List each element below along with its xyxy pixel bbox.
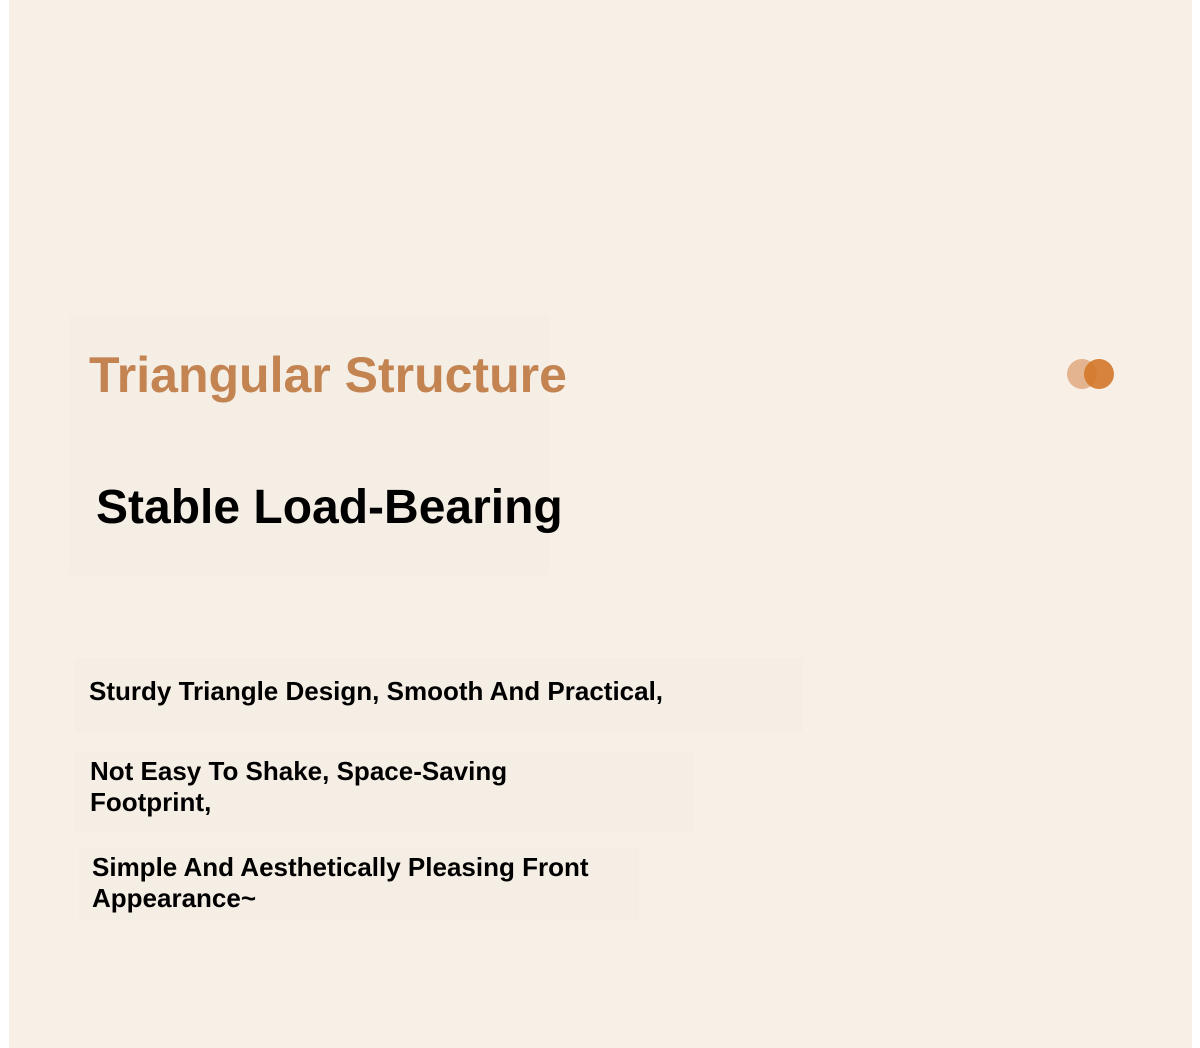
feature-line-2: Not Easy To Shake, Space-Saving Footprint, — [90, 756, 508, 817]
product-panel — [9, 0, 1192, 1048]
section-title: Triangular Structure — [89, 347, 567, 403]
feature-line-3: Simple And Aesthetically Pleasing Front Appearance~ — [92, 852, 589, 913]
dot-dark — [1084, 359, 1114, 389]
section-subtitle: Stable Load-Bearing — [96, 481, 563, 534]
feature-line-1: Sturdy Triangle Design, Smooth And Practical, — [89, 676, 664, 706]
decorative-dots-icon — [1067, 359, 1115, 389]
